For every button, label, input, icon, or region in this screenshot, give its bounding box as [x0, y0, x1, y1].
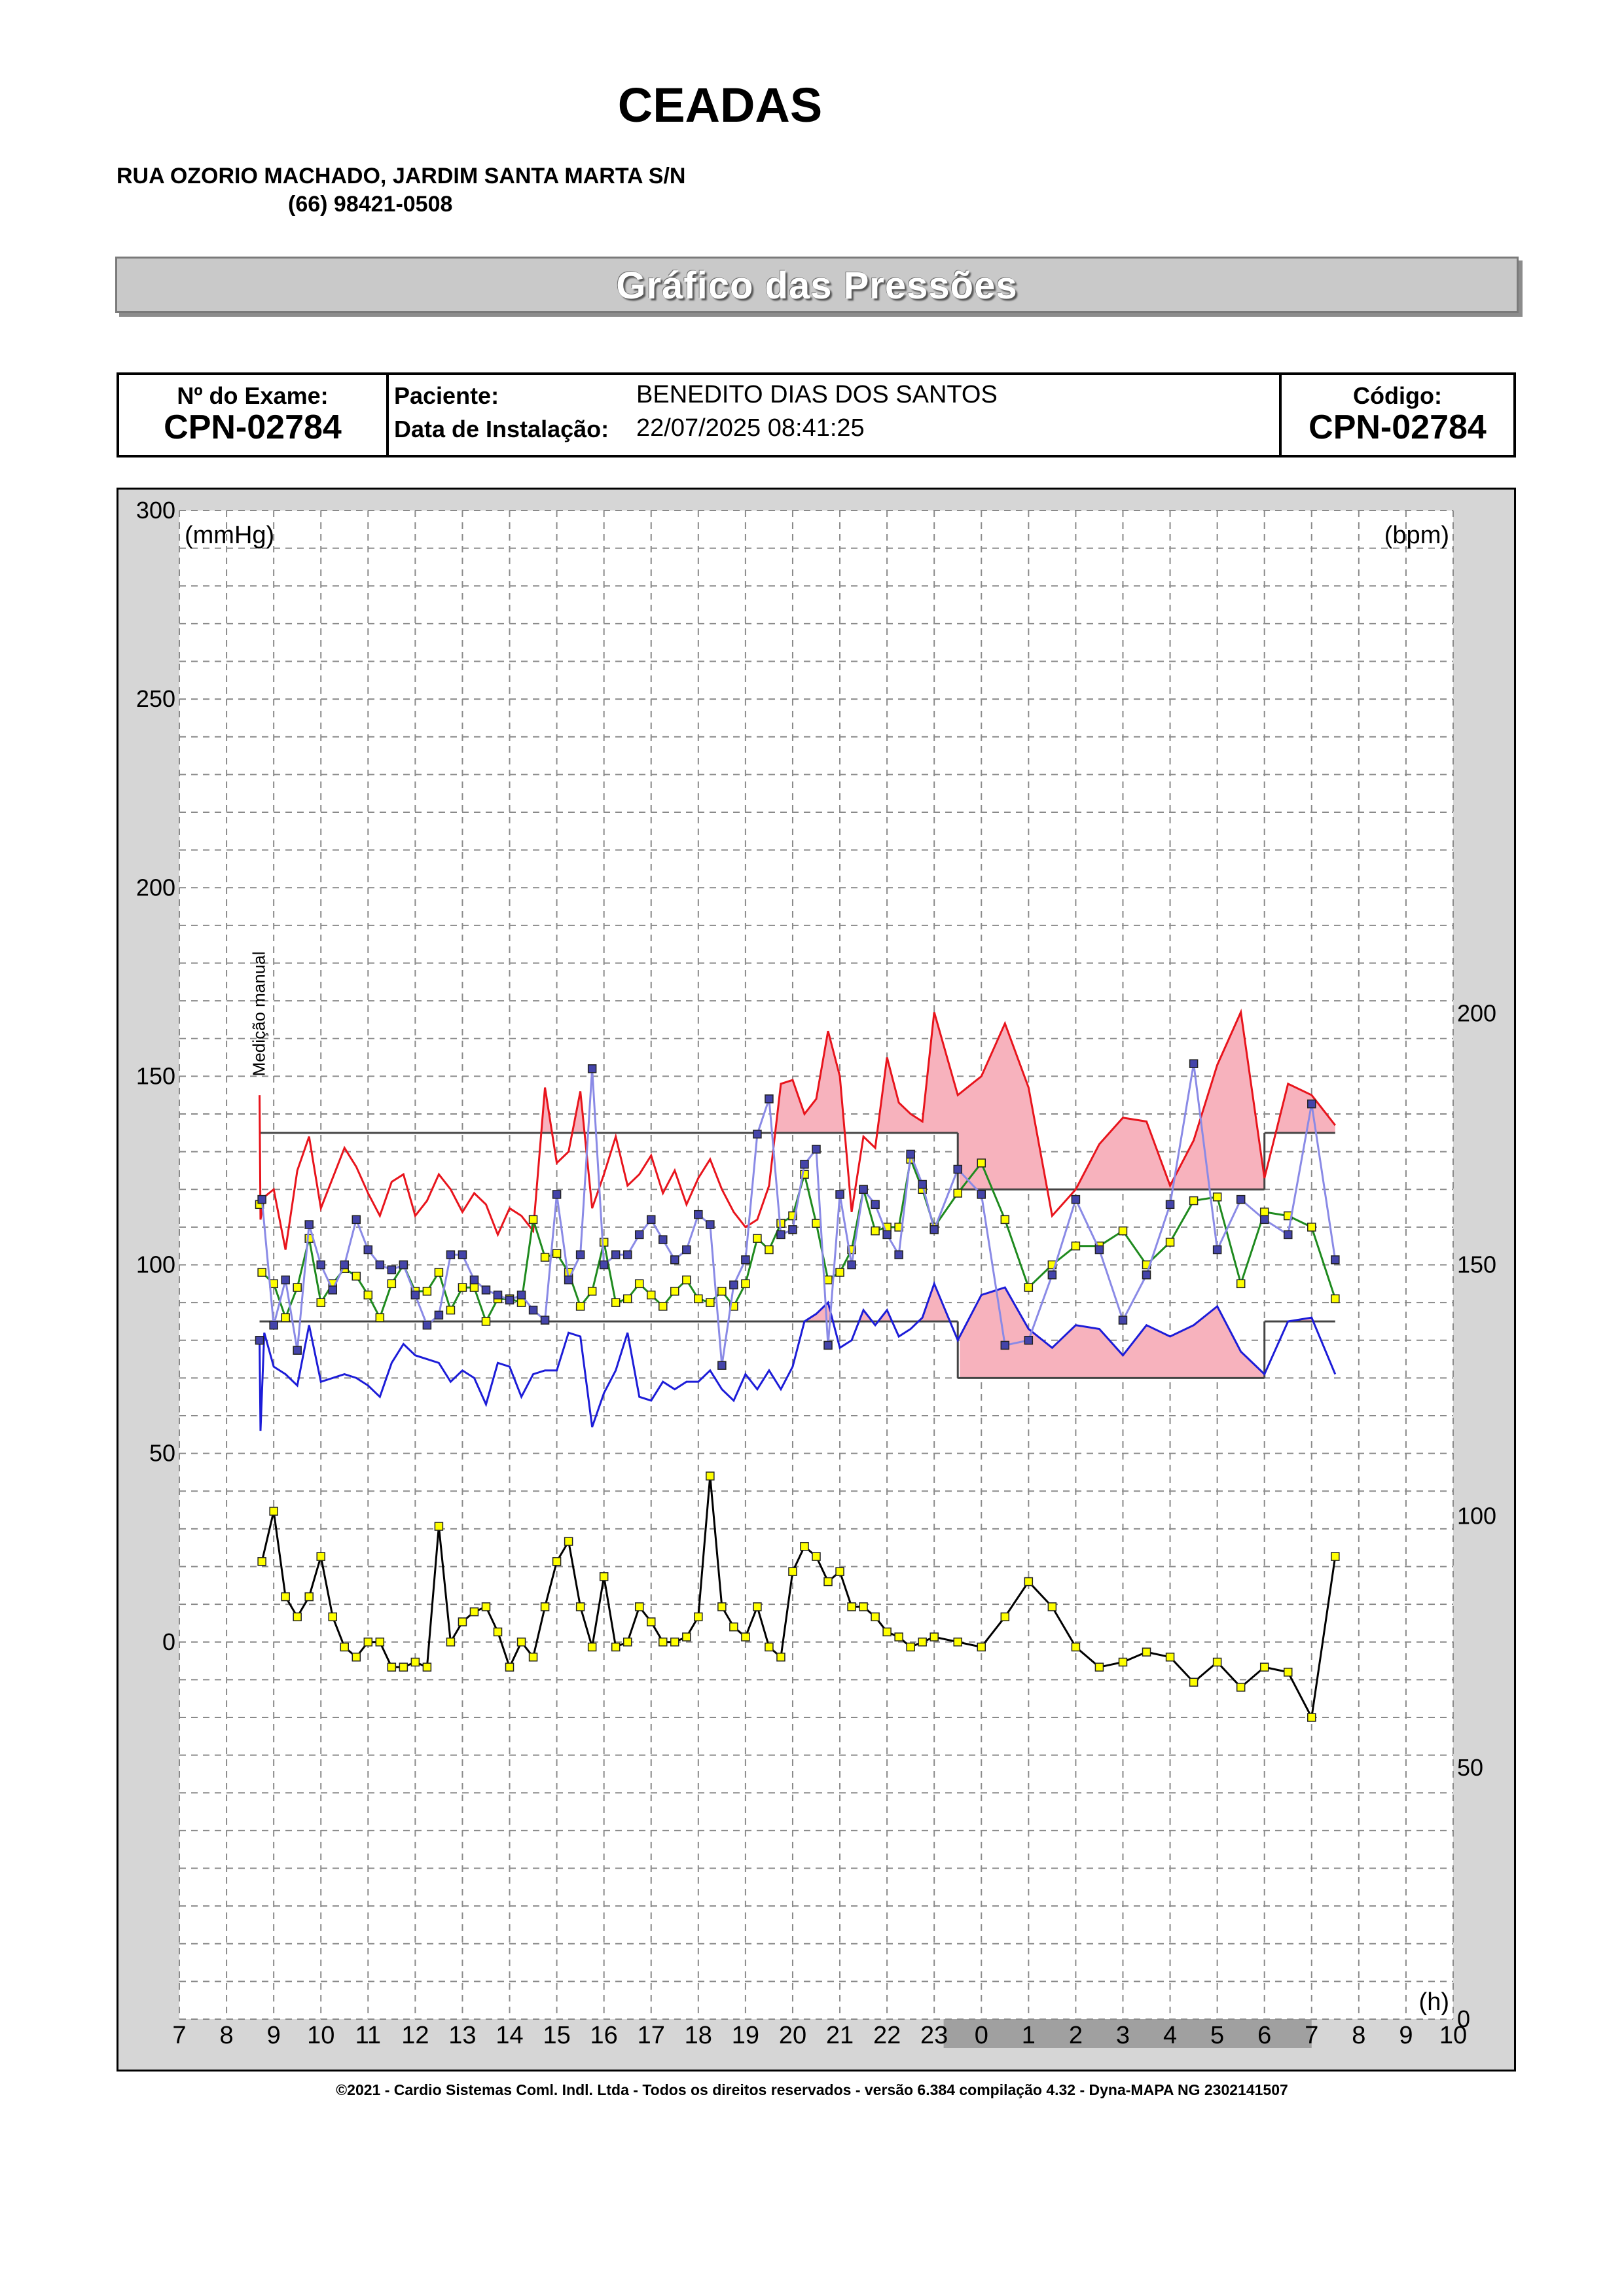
exam-number-label: Nº do Exame: [177, 382, 329, 409]
pulse_pressure-point [482, 1286, 490, 1294]
heart_rate-point [753, 1603, 761, 1611]
heart_rate-point [376, 1638, 384, 1646]
clinic-phone: (66) 98421-0508 [288, 192, 453, 217]
x-axis-tick-label: 10 [307, 2022, 335, 2049]
pulse_pressure-point [859, 1185, 867, 1193]
heart_rate-point [388, 1663, 395, 1671]
heart_rate-point [777, 1653, 785, 1661]
install-date-label: Data de Instalação: [394, 416, 609, 442]
pulse_pressure-point [435, 1311, 442, 1319]
pulse_pressure-point [281, 1276, 289, 1284]
x-axis-tick-label: 8 [1352, 2022, 1366, 2049]
pulse_pressure-point [293, 1346, 301, 1354]
mean-point [423, 1287, 431, 1295]
x-axis-tick-label: 2 [1068, 2022, 1083, 2049]
heart_rate-point [1095, 1663, 1103, 1671]
heart_rate-point [659, 1638, 667, 1646]
x-axis-tick-label: 7 [1305, 2022, 1319, 2049]
mean-point [871, 1227, 879, 1235]
pulse_pressure-point [588, 1065, 596, 1073]
mean-point [836, 1268, 844, 1276]
pulse_pressure-point [789, 1226, 797, 1234]
heart_rate-point [423, 1663, 431, 1671]
heart_rate-point [871, 1613, 879, 1621]
heart_rate-point [494, 1628, 502, 1636]
heart_rate-point [458, 1618, 466, 1626]
pulse_pressure-point [518, 1291, 526, 1299]
pulse_pressure-point [636, 1230, 643, 1238]
x-axis-tick-label: 13 [448, 2022, 477, 2049]
pulse_pressure-point [895, 1251, 903, 1259]
mean-point [293, 1283, 301, 1291]
mean-point [600, 1238, 608, 1246]
x-axis-tick-label: 21 [825, 2022, 854, 2049]
mean-point [671, 1287, 679, 1295]
heart_rate-point [399, 1663, 407, 1671]
exam-number: CPN-02784 [164, 408, 342, 446]
mean-point [1214, 1193, 1221, 1201]
clinic-name: CEADAS [617, 78, 823, 132]
x-axis-tick-label: 16 [590, 2022, 618, 2049]
pulse_pressure-point [305, 1221, 313, 1229]
mean-point [482, 1318, 490, 1325]
pulse_pressure-point [848, 1261, 856, 1269]
y-axis-tick-label-left: 0 [162, 1628, 175, 1655]
heart_rate-point [329, 1613, 336, 1621]
x-axis-tick-label: 22 [873, 2022, 901, 2049]
mean-point [824, 1276, 832, 1284]
pulse_pressure-point [1331, 1256, 1339, 1264]
mean-point [636, 1280, 643, 1287]
heart_rate-point [435, 1522, 442, 1530]
pulse_pressure-point [801, 1160, 808, 1168]
mean-point [388, 1280, 395, 1287]
heart_rate-point [281, 1593, 289, 1601]
pulse_pressure-point [671, 1256, 679, 1264]
mean-point [1261, 1208, 1269, 1216]
mean-point [530, 1215, 537, 1223]
y-axis-tick-label-left: 150 [135, 1062, 175, 1090]
mean-point [376, 1314, 384, 1321]
pulse_pressure-point [612, 1251, 620, 1259]
x-axis-tick-label: 9 [266, 2022, 281, 2049]
pulse_pressure-point [376, 1261, 384, 1269]
pulse_pressure-point [388, 1266, 395, 1274]
mean-point [765, 1246, 773, 1253]
heart_rate-point [636, 1603, 643, 1611]
x-axis-tick-label: 20 [778, 2022, 807, 2049]
y-axis-tick-label-left: 250 [135, 685, 175, 713]
heart_rate-point [718, 1603, 726, 1611]
patient-label: Paciente: [394, 382, 499, 409]
pulse_pressure-point [777, 1230, 785, 1238]
heart_rate-point [530, 1653, 537, 1661]
pulse_pressure-point [411, 1291, 419, 1299]
pulse_pressure-point [1214, 1246, 1221, 1253]
pulse_pressure-point [954, 1166, 962, 1174]
x-axis-tick-label: 4 [1163, 2022, 1178, 2049]
install-date: 22/07/2025 08:41:25 [636, 414, 865, 442]
x-axis-tick-label: 18 [684, 2022, 712, 2049]
pulse_pressure-point [470, 1276, 478, 1284]
heart_rate-point [1284, 1668, 1292, 1676]
report-title: Gráfico das Pressões [616, 264, 1018, 307]
pulse_pressure-point [742, 1256, 749, 1264]
heart_rate-point [1001, 1613, 1009, 1621]
mean-point [470, 1283, 478, 1291]
x-axis-tick-label: 23 [920, 2022, 948, 2049]
x-axis-tick-label: 15 [543, 2022, 571, 2049]
heart_rate-point [317, 1552, 325, 1560]
pulse_pressure-point [1143, 1271, 1151, 1279]
heart_rate-point [577, 1603, 585, 1611]
x-axis-tick-label: 12 [401, 2022, 429, 2049]
pulse_pressure-point [647, 1215, 655, 1223]
mean-point [624, 1295, 632, 1302]
heart_rate-point [270, 1507, 278, 1515]
y-axis-tick-label-right: 0 [1457, 2005, 1471, 2032]
mean-point [364, 1291, 372, 1299]
heart_rate-point [470, 1608, 478, 1616]
heart_rate-point [1190, 1678, 1198, 1686]
heart_rate-point [683, 1633, 691, 1641]
heart_rate-point [859, 1603, 867, 1611]
y-axis-tick-label-right: 200 [1457, 999, 1497, 1027]
mean-point [258, 1268, 266, 1276]
mean-point [281, 1314, 289, 1321]
mean-point [352, 1272, 360, 1280]
pulse_pressure-point [340, 1261, 348, 1269]
y-axis-tick-label-right: 150 [1457, 1251, 1497, 1278]
heart_rate-point [293, 1613, 301, 1621]
x-axis-tick-label: 5 [1210, 2022, 1225, 2049]
heart_rate-point [671, 1638, 679, 1646]
heart_rate-point [647, 1618, 655, 1626]
mean-point [317, 1299, 325, 1306]
heart_rate-point [1261, 1663, 1269, 1671]
heart_rate-point [918, 1638, 926, 1646]
pulse_pressure-point [423, 1321, 431, 1329]
heart_rate-point [352, 1653, 360, 1661]
patient-name: BENEDITO DIAS DOS SANTOS [636, 381, 998, 408]
mean-point [1331, 1295, 1339, 1302]
pulse_pressure-point [553, 1191, 561, 1198]
right-axis-unit: (bpm) [1384, 522, 1449, 549]
heart_rate-point [1048, 1603, 1056, 1611]
heart_rate-point [742, 1633, 749, 1641]
heart_rate-point [765, 1643, 773, 1651]
heart_rate-point [1143, 1648, 1151, 1656]
clinic-address: RUA OZORIO MACHADO, JARDIM SANTA MARTA S/N [117, 164, 686, 188]
mean-point [541, 1253, 549, 1261]
x-axis-tick-label: 10 [1439, 2022, 1468, 2049]
mean-point [1072, 1242, 1079, 1250]
heart_rate-point [340, 1643, 348, 1651]
pulse_pressure-point [317, 1261, 325, 1269]
pulse_pressure-point [458, 1251, 466, 1259]
info-divider [386, 375, 389, 455]
x-axis-tick-label: 1 [1021, 2022, 1036, 2049]
heart_rate-point [1166, 1653, 1174, 1661]
mean-point [1001, 1215, 1009, 1223]
heart_rate-point [506, 1663, 514, 1671]
x-axis-tick-label: 11 [355, 2022, 382, 2049]
mean-point [1024, 1283, 1032, 1291]
mean-point [1119, 1227, 1127, 1235]
blood-pressure-chart [117, 488, 1516, 2072]
pulse_pressure-point [659, 1236, 667, 1244]
pulse_pressure-point [1308, 1100, 1316, 1108]
heart_rate-point [305, 1593, 313, 1601]
mean-point [1166, 1238, 1174, 1246]
pulse_pressure-point [718, 1361, 726, 1369]
x-axis-tick-label: 0 [974, 2022, 988, 2049]
y-axis-tick-label-right: 50 [1457, 1753, 1484, 1781]
pulse_pressure-point [1024, 1336, 1032, 1344]
heart_rate-point [1072, 1643, 1079, 1651]
mean-point [718, 1287, 726, 1295]
heart_rate-point [812, 1552, 820, 1560]
pulse_pressure-point [399, 1261, 407, 1269]
heart_rate-point [541, 1603, 549, 1611]
mean-point [659, 1302, 667, 1310]
pulse_pressure-point [683, 1246, 691, 1253]
mean-point [1308, 1223, 1316, 1231]
x-axis-tick-label: 7 [172, 2022, 187, 2049]
x-axis-tick-label: 17 [637, 2022, 665, 2049]
heart_rate-point [1331, 1552, 1339, 1560]
mean-point [706, 1299, 714, 1306]
pulse_pressure-point [695, 1211, 702, 1219]
heart_rate-point [1214, 1658, 1221, 1666]
heart_rate-point [482, 1603, 490, 1611]
y-axis-tick-label-left: 50 [149, 1439, 175, 1467]
heart_rate-point [624, 1638, 632, 1646]
pulse_pressure-point [506, 1296, 514, 1304]
pulse_pressure-point [730, 1281, 738, 1289]
pulse_pressure-point [706, 1221, 714, 1229]
x-axis-tick-label: 8 [219, 2022, 234, 2049]
pulse_pressure-point [364, 1246, 372, 1253]
heart_rate-point [695, 1613, 702, 1621]
x-axis-unit: (h) [1418, 1988, 1449, 2016]
pulse_pressure-point [1261, 1215, 1269, 1223]
mean-point [612, 1299, 620, 1306]
pulse_pressure-point [977, 1191, 985, 1198]
pulse_pressure-point [765, 1095, 773, 1103]
mean-point [588, 1287, 596, 1295]
x-axis-tick-label: 6 [1257, 2022, 1272, 2049]
pulse_pressure-point [329, 1286, 336, 1294]
heart_rate-point [1237, 1683, 1245, 1691]
pulse_pressure-point [258, 1196, 266, 1204]
mean-point [812, 1219, 820, 1227]
mean-point [446, 1306, 454, 1314]
left-axis-unit: (mmHg) [185, 522, 275, 549]
heart_rate-point [836, 1568, 844, 1575]
mean-point [1237, 1280, 1245, 1287]
heart_rate-point [824, 1578, 832, 1586]
manual-measurement-annotation: Medição manual [249, 951, 269, 1077]
heart_rate-point [883, 1628, 891, 1636]
pulse_pressure-point [918, 1181, 926, 1189]
y-axis-tick-label-left: 300 [135, 497, 175, 524]
mean-point [695, 1295, 702, 1302]
mean-point [954, 1189, 962, 1197]
heart_rate-point [895, 1633, 903, 1641]
y-axis-tick-label-left: 200 [135, 874, 175, 901]
pulse_pressure-point [624, 1251, 632, 1259]
pulse_pressure-point [753, 1130, 761, 1138]
heart_rate-point [612, 1643, 620, 1651]
exam-info-box [117, 372, 1516, 457]
pulse_pressure-point [836, 1191, 844, 1198]
pulse_pressure-point [1095, 1246, 1103, 1253]
mean-point [753, 1234, 761, 1242]
x-axis-tick-label: 9 [1399, 2022, 1413, 2049]
mean-point [647, 1291, 655, 1299]
mean-point [1190, 1197, 1198, 1205]
x-axis-tick-label: 3 [1115, 2022, 1130, 2049]
heart_rate-point [1308, 1713, 1316, 1721]
heart_rate-point [565, 1537, 573, 1545]
copyright-footer: ©2021 - Cardio Sistemas Coml. Indl. Ltda - Todos os direitos reservados - versão 6.384 compilação 4.32 - Dyna-MAPA NG 2302141507 [336, 2081, 1288, 2098]
heart_rate-point [954, 1638, 962, 1646]
pulse_pressure-point [530, 1306, 537, 1314]
pulse_pressure-point [1166, 1200, 1174, 1208]
heart_rate-point [730, 1623, 738, 1631]
heart_rate-point [930, 1633, 938, 1641]
pulse_pressure-point [930, 1226, 938, 1234]
pulse_pressure-point [1001, 1341, 1009, 1349]
heart_rate-point [518, 1638, 526, 1646]
pulse_pressure-point [541, 1316, 549, 1324]
pulse_pressure-point [1190, 1060, 1198, 1067]
pulse_pressure-point [352, 1215, 360, 1223]
pulse_pressure-point [494, 1291, 502, 1299]
pulse_pressure-point [824, 1341, 832, 1349]
x-axis-tick-label: 14 [496, 2022, 524, 2049]
code-label: Código: [1353, 382, 1442, 409]
pulse_pressure-point [270, 1321, 278, 1329]
pulse_pressure-point [1237, 1196, 1245, 1204]
heart_rate-point [588, 1643, 596, 1651]
pulse_pressure-point [871, 1200, 879, 1208]
mean-point [553, 1249, 561, 1257]
pulse_pressure-point [883, 1230, 891, 1238]
heart_rate-point [706, 1472, 714, 1480]
heart_rate-point [411, 1658, 419, 1666]
heart_rate-point [600, 1573, 608, 1581]
diastolic-marker [256, 1336, 264, 1344]
mean-point [742, 1280, 749, 1287]
heart_rate-point [364, 1638, 372, 1646]
heart_rate-point [553, 1558, 561, 1566]
mean-point [435, 1268, 442, 1276]
report-title-banner [115, 257, 1519, 313]
exam-code: CPN-02784 [1308, 408, 1487, 446]
mean-point [458, 1283, 466, 1291]
x-axis-tick-label: 19 [731, 2022, 760, 2049]
mean-point [683, 1276, 691, 1284]
heart_rate-point [848, 1603, 856, 1611]
y-axis-tick-label-right: 100 [1457, 1502, 1497, 1530]
pulse_pressure-point [1048, 1271, 1056, 1279]
heart_rate-point [1119, 1658, 1127, 1666]
pulse_pressure-point [600, 1261, 608, 1269]
heart_rate-point [1024, 1578, 1032, 1586]
heart_rate-point [789, 1568, 797, 1575]
heart_rate-point [446, 1638, 454, 1646]
pulse_pressure-point [1119, 1316, 1127, 1324]
pulse_pressure-point [446, 1251, 454, 1259]
heart_rate-point [801, 1543, 808, 1551]
pulse_pressure-point [565, 1276, 573, 1284]
pulse_pressure-point [812, 1145, 820, 1153]
heart_rate-point [907, 1643, 914, 1651]
pulse_pressure-point [577, 1251, 585, 1259]
heart_rate-point [977, 1643, 985, 1651]
y-axis-tick-label-left: 100 [135, 1251, 175, 1278]
pulse_pressure-point [1284, 1230, 1292, 1238]
heart_rate-point [258, 1558, 266, 1566]
mean-point [977, 1159, 985, 1167]
pulse_pressure-point [907, 1150, 914, 1158]
mean-point [577, 1302, 585, 1310]
pulse_pressure-point [1072, 1196, 1079, 1204]
